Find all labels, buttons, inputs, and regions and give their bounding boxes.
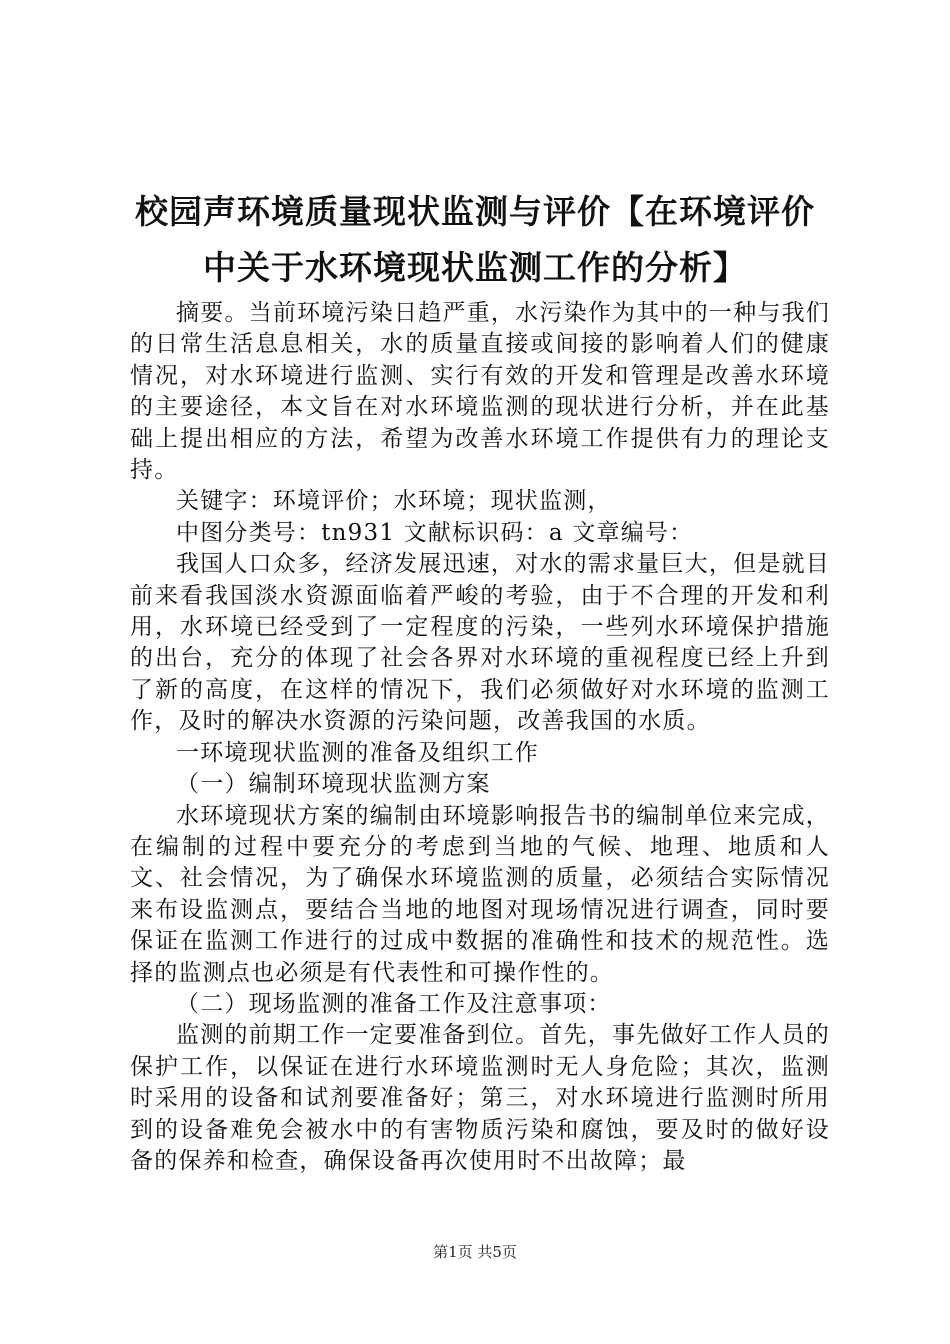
- subsection-heading-2: （二）现场监测的准备工作及注意事项：: [176, 990, 612, 1017]
- keywords-line: 关键字：环境评价；水环境；现状监测，: [176, 488, 612, 515]
- document-title-line-1: 校园声环境质量现状监测与评价【在环境评价: [135, 192, 815, 231]
- document-body: [130, 298, 830, 1177]
- subsection-heading-1: （一）编制环境现状监测方案: [176, 771, 491, 798]
- abstract-paragraph: 摘要。当前环境污染日趋严重，水污染作为其中的一种与我们的日常生活息息相关，水的质量直接或间接的影响着人们的健康情况，对水环境进行监测、实行有效的开发和管理是改善水环境的主要途径，本文旨在对水环境监测的现状进行分析，并在此基础上提出相应的方法，希望为改善水环境工作提供有力的理论支持。: [130, 300, 830, 484]
- classification-line: 中图分类号：tn931 文献标识码：a 文章编号：: [176, 519, 694, 546]
- document-title-line-2: 中关于水环境现状监测工作的分析】: [203, 248, 747, 287]
- body-paragraph: 监测的前期工作一定要准备到位。首先，事先做好工作人员的保护工作，以保证在进行水环境监测时无人身危险；其次，监测时采用的设备和试剂要准备好；第三，对水环境进行监测时所用到的设备难免会被水中的有害物质污染和腐蚀，要及时的做好设备的保养和检查，确保设备再次使用时不出故障；最: [130, 1022, 830, 1174]
- section-heading-1: 一环境现状监测的准备及组织工作: [176, 739, 539, 766]
- intro-paragraph: 我国人口众多，经济发展迅速，对水的需求量巨大，但是就目前来看我国淡水资源面临着严峻的考验，由于不合理的开发和利用，水环境已经受到了一定程度的污染，一些列水环境保护措施的出台，充分的体现了社会各界对水环境的重视程度已经上升到了新的高度，在这样的情况下，我们必须做好对水环境的监测工作，及时的解决水资源的污染问题，改善我国的水质。: [130, 551, 830, 735]
- body-paragraph: 水环境现状方案的编制由环境影响报告书的编制单位来完成，在编制的过程中要充分的考虑到当地的气候、地理、地质和人文、社会情况，为了确保水环境监测的质量，必须结合实际情况来布设监测点，要结合当地的地图对现场情况进行调查，同时要保证在监测工作进行的过成中数据的准确性和技术的规范性。选择的监测点也必须是有代表性和可操作性的。: [130, 802, 830, 986]
- page-footer: 第1页 共5页: [433, 1243, 517, 1261]
